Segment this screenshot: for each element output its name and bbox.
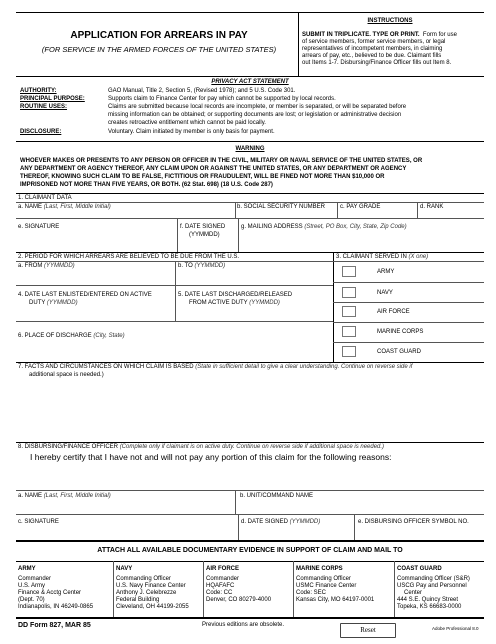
divider bbox=[238, 514, 239, 540]
paygrade-label: c. PAY GRADE bbox=[340, 204, 381, 210]
mail-marines-line: Commanding Officer bbox=[296, 576, 351, 582]
mail-navy-line: U.S. Navy Finance Center bbox=[116, 583, 186, 589]
authority-label: AUTHORITY: bbox=[20, 88, 57, 94]
date-enlisted-label-2: DUTY (YYMMDD) bbox=[29, 300, 78, 306]
mail-airforce-title: AIR FORCE bbox=[206, 566, 239, 572]
software-note: Adobe Professional 8.0 bbox=[432, 626, 479, 631]
s2-rule-c bbox=[16, 321, 333, 322]
s1-rule-a bbox=[16, 202, 484, 203]
mail-marines-title: MARINE CORPS bbox=[296, 566, 343, 572]
divider bbox=[417, 202, 418, 218]
svc-rule bbox=[333, 302, 484, 303]
claimant-name-label: a. NAME (Last, First, Middle Initial) bbox=[18, 204, 111, 210]
mail-navy-line: Federal Building bbox=[116, 597, 160, 603]
mail-navy-title: NAVY bbox=[116, 566, 133, 572]
rank-label: d. RANK bbox=[420, 204, 444, 210]
mail-heading: ATTACH ALL AVAILABLE DOCUMENTARY EVIDENCE IN SUPPORT OF CLAIM AND MAIL TO bbox=[97, 547, 403, 554]
form-subtitle: (FOR SERVICE IN THE ARMED FORCES OF THE UNITED STATES) bbox=[41, 45, 277, 54]
instructions-line-2: of service members, former service members, or legal bbox=[302, 39, 446, 45]
mail-airforce-line: Code: CC bbox=[206, 590, 233, 596]
reasons-textarea[interactable] bbox=[18, 464, 482, 488]
mail-coastguard-title: COAST GUARD bbox=[397, 566, 442, 572]
instructions-line-1: SUBMIT IN TRIPLICATE. TYPE OR PRINT. Form for use bbox=[302, 32, 457, 38]
warning-line-4: IMPRISONED NOT MORE THAN FIVE YEARS, OR BOTH. (62 Stat. 698) (18 U.S. Code 287) bbox=[20, 182, 273, 188]
mail-rule bbox=[16, 561, 484, 562]
mail-coastguard-line: Topeka, KS 66683-0000 bbox=[397, 604, 462, 610]
s8-rule-a bbox=[16, 490, 484, 491]
army-checkbox[interactable] bbox=[342, 266, 356, 277]
disclosure-label: DISCLOSURE: bbox=[20, 129, 62, 135]
mail-army-line: Indianapolis, IN 46249-0865 bbox=[18, 604, 94, 610]
mail-coastguard-line: Center bbox=[404, 590, 423, 596]
routine-line-1: Claims are submitted because local records are incomplete, or member is separated, or will be separated before bbox=[108, 104, 407, 110]
authority-text: GAO Manual, Title 2, Section 5, (Revised 1978); and 5 U.S. Code 301. bbox=[108, 88, 296, 94]
divider bbox=[235, 202, 236, 218]
form-id: DD Form 827, MAR 85 bbox=[18, 622, 91, 629]
date-discharged-label: 5. DATE LAST DISCHARGED/RELEASED bbox=[178, 292, 293, 298]
facts-label: 7. FACTS AND CIRCUMSTANCES ON WHICH CLAIM IS BASED (State in sufficient detail to give a clear understanding. Continue on reverse side if bbox=[18, 364, 413, 370]
mail-airforce-line: HQAFAFC bbox=[206, 583, 235, 589]
divider bbox=[113, 561, 114, 617]
from-date-label: a. FROM (YYMMDD) bbox=[18, 263, 75, 269]
ssn-label: b. SOCIAL SECURITY NUMBER bbox=[237, 204, 326, 210]
unit-command-label: b. UNIT/COMMAND NAME bbox=[240, 493, 314, 499]
coast-guard-checkbox[interactable] bbox=[342, 346, 356, 357]
divider bbox=[235, 490, 236, 514]
s7-bottom-rule bbox=[16, 442, 484, 443]
mail-marines-line: Kansas City, MO 64197-0001 bbox=[296, 597, 375, 603]
warning-text bbox=[20, 157, 480, 189]
privacy-bottom-rule bbox=[16, 141, 484, 142]
routine-line-2: missing information can be obtained; or supporting documents are lost; or legislation or administrative decision bbox=[108, 112, 402, 118]
divider bbox=[177, 218, 178, 252]
served-in-heading: 3. CLAIMANT SERVED IN (X one) bbox=[336, 254, 429, 260]
mail-navy-line: Commanding Officer bbox=[116, 576, 171, 582]
mail-airforce-line: Denver, CO 80279-4000 bbox=[206, 597, 272, 603]
instructions-line-5: out Items 1-7. Disbursing/Finance Officer fills out Item 8. bbox=[302, 60, 452, 66]
claimant-signature-label: e. SIGNATURE bbox=[18, 224, 60, 230]
officer-signature-label: c. SIGNATURE bbox=[18, 519, 59, 525]
army-option-label: ARMY bbox=[377, 269, 395, 275]
date-signed-label: f. DATE SIGNED bbox=[180, 224, 226, 230]
s2-rule-a bbox=[16, 261, 484, 262]
routine-line-3: creates retroactive entitlement which cannot be paid locally. bbox=[108, 120, 266, 126]
mail-army-line: Commander bbox=[18, 576, 52, 582]
purpose-label: PRINCIPAL PURPOSE: bbox=[20, 96, 85, 102]
warning-line-2: ANY DEPARTMENT OR AGENCY THEREOF, ANY CLAIM UPON OR AGAINST THE UNITED STATES, OR ANY DEPARTMENT OR AGENCY bbox=[20, 166, 407, 172]
s1-bottom-rule bbox=[16, 252, 484, 253]
navy-checkbox[interactable] bbox=[342, 287, 356, 298]
purpose-text: Supports claim to Finance Center for pay which cannot be supported by local records. bbox=[108, 96, 336, 102]
place-discharge-label: 6. PLACE OF DISCHARGE (City, State) bbox=[18, 333, 125, 339]
warning-line-3: THEREOF, KNOWING SUCH CLAIM TO BE FALSE, FICTITIOUS OR FRAUDULENT, WILL BE FINED NOT MORE THAN $10,000 OR bbox=[20, 174, 385, 180]
divider bbox=[203, 561, 204, 617]
routine-label: ROUTINE USES: bbox=[20, 104, 68, 110]
mailing-address-label: g. MAILING ADDRESS (Street, PO Box, City, State, Zip Code) bbox=[241, 224, 407, 230]
officer-symbol-label: e. DISBURSING OFFICER SYMBOL NO. bbox=[358, 519, 469, 525]
svc-rule bbox=[333, 342, 484, 343]
mail-airforce-line: Commander bbox=[206, 576, 240, 582]
previous-editions-note: Previous editions are obsolete. bbox=[202, 622, 285, 628]
s8-rule-b bbox=[16, 514, 484, 515]
certification-text: I hereby certify that I have not and will not pay any portion of this claim for the following reasons: bbox=[30, 452, 392, 462]
facts-textarea[interactable] bbox=[18, 382, 482, 440]
mail-army-line: U.S. Army bbox=[18, 583, 46, 589]
instructions-line-3: representatives of incompetent members, in claiming bbox=[302, 46, 443, 52]
header-bottom-rule bbox=[16, 76, 484, 77]
date-signed-hint: (YYMMDD) bbox=[189, 232, 220, 238]
s3-bottom-rule bbox=[16, 362, 484, 363]
s1-rule-b bbox=[16, 218, 484, 219]
header-divider bbox=[298, 12, 299, 76]
disbursing-officer-label: 8. DISBURSING/FINANCE OFFICER (Complete only if claimant is on active duty. Continue on reverse side if additional space is needed.) bbox=[18, 444, 385, 450]
instructions-heading: INSTRUCTIONS bbox=[367, 18, 413, 24]
officer-name-label: a. NAME (Last, First, Middle Initial) bbox=[18, 493, 111, 499]
mail-army-title: ARMY bbox=[18, 566, 36, 572]
mail-navy-line: Anthony J. Celebrezze bbox=[116, 590, 177, 596]
reset-button[interactable]: Reset bbox=[340, 623, 396, 638]
mail-coastguard-line: Commanding Officer (S&R) bbox=[397, 576, 470, 582]
mail-coastguard-line: USCG Pay and Personnel bbox=[397, 583, 467, 589]
warning-line-1: WHOEVER MAKES OR PRESENTS TO ANY PERSON OR OFFICER IN THE CIVIL, MILITARY OR NAVAL SERVICE OF THE UNITED STATES, OR bbox=[20, 158, 423, 164]
disclosure-text: Voluntary. Claim initiated by member is only basis for payment. bbox=[108, 129, 275, 135]
air-force-option-label: AIR FORCE bbox=[377, 309, 410, 315]
mail-army-line: Finance & Acctg Center bbox=[18, 590, 82, 596]
mail-marines-line: USMC Finance Center bbox=[296, 583, 357, 589]
mail-army-line: (Dept. 70) bbox=[18, 597, 45, 603]
officer-date-signed-label: d. DATE SIGNED (YYMMDD) bbox=[241, 519, 321, 525]
date-discharged-label-2: FROM ACTIVE DUTY (YYMMDD) bbox=[189, 300, 280, 306]
mail-navy-line: Cleveland, OH 44199-2055 bbox=[116, 604, 189, 610]
divider bbox=[175, 261, 176, 321]
divider bbox=[394, 561, 395, 617]
mail-coastguard-line: 444 S.E. Quincy Street bbox=[397, 597, 459, 603]
mail-bottom-rule bbox=[16, 617, 484, 619]
form-title: APPLICATION FOR ARREARS IN PAY bbox=[70, 30, 248, 41]
privacy-heading: PRIVACY ACT STATEMENT bbox=[211, 79, 289, 85]
s8-bottom-rule bbox=[16, 540, 484, 542]
mail-marines-line: Code: SEC bbox=[296, 590, 327, 596]
divider bbox=[337, 202, 338, 218]
air-force-checkbox[interactable] bbox=[342, 306, 356, 317]
divider bbox=[354, 514, 355, 540]
claimant-data-heading: 1. CLAIMANT DATA bbox=[18, 195, 72, 201]
warning-bottom-rule bbox=[16, 193, 484, 194]
divider bbox=[293, 561, 294, 617]
period-heading: 2. PERIOD FOR WHICH ARREARS ARE BELIEVED TO BE DUE FROM THE U.S. bbox=[18, 254, 240, 260]
svc-rule bbox=[333, 282, 484, 283]
divider bbox=[333, 252, 334, 362]
s2-rule-b bbox=[16, 285, 333, 286]
coast-guard-option-label: COAST GUARD bbox=[377, 349, 421, 355]
top-rule bbox=[16, 12, 484, 13]
date-enlisted-label: 4. DATE LAST ENLISTED/ENTERED ON ACTIVE bbox=[18, 292, 152, 298]
to-date-label: b. TO (YYMMDD) bbox=[178, 263, 226, 269]
facts-hint-2: additional space is needed.) bbox=[29, 372, 104, 378]
divider bbox=[238, 218, 239, 252]
warning-heading: WARNING bbox=[235, 146, 265, 152]
marine-corps-checkbox[interactable] bbox=[342, 326, 356, 337]
marine-corps-option-label: MARINE CORPS bbox=[377, 329, 424, 335]
svc-rule bbox=[333, 322, 484, 323]
instructions-line-4: arrears of pay, etc., believed to be due. Claimant fills bbox=[302, 53, 442, 59]
navy-option-label: NAVY bbox=[377, 290, 393, 296]
